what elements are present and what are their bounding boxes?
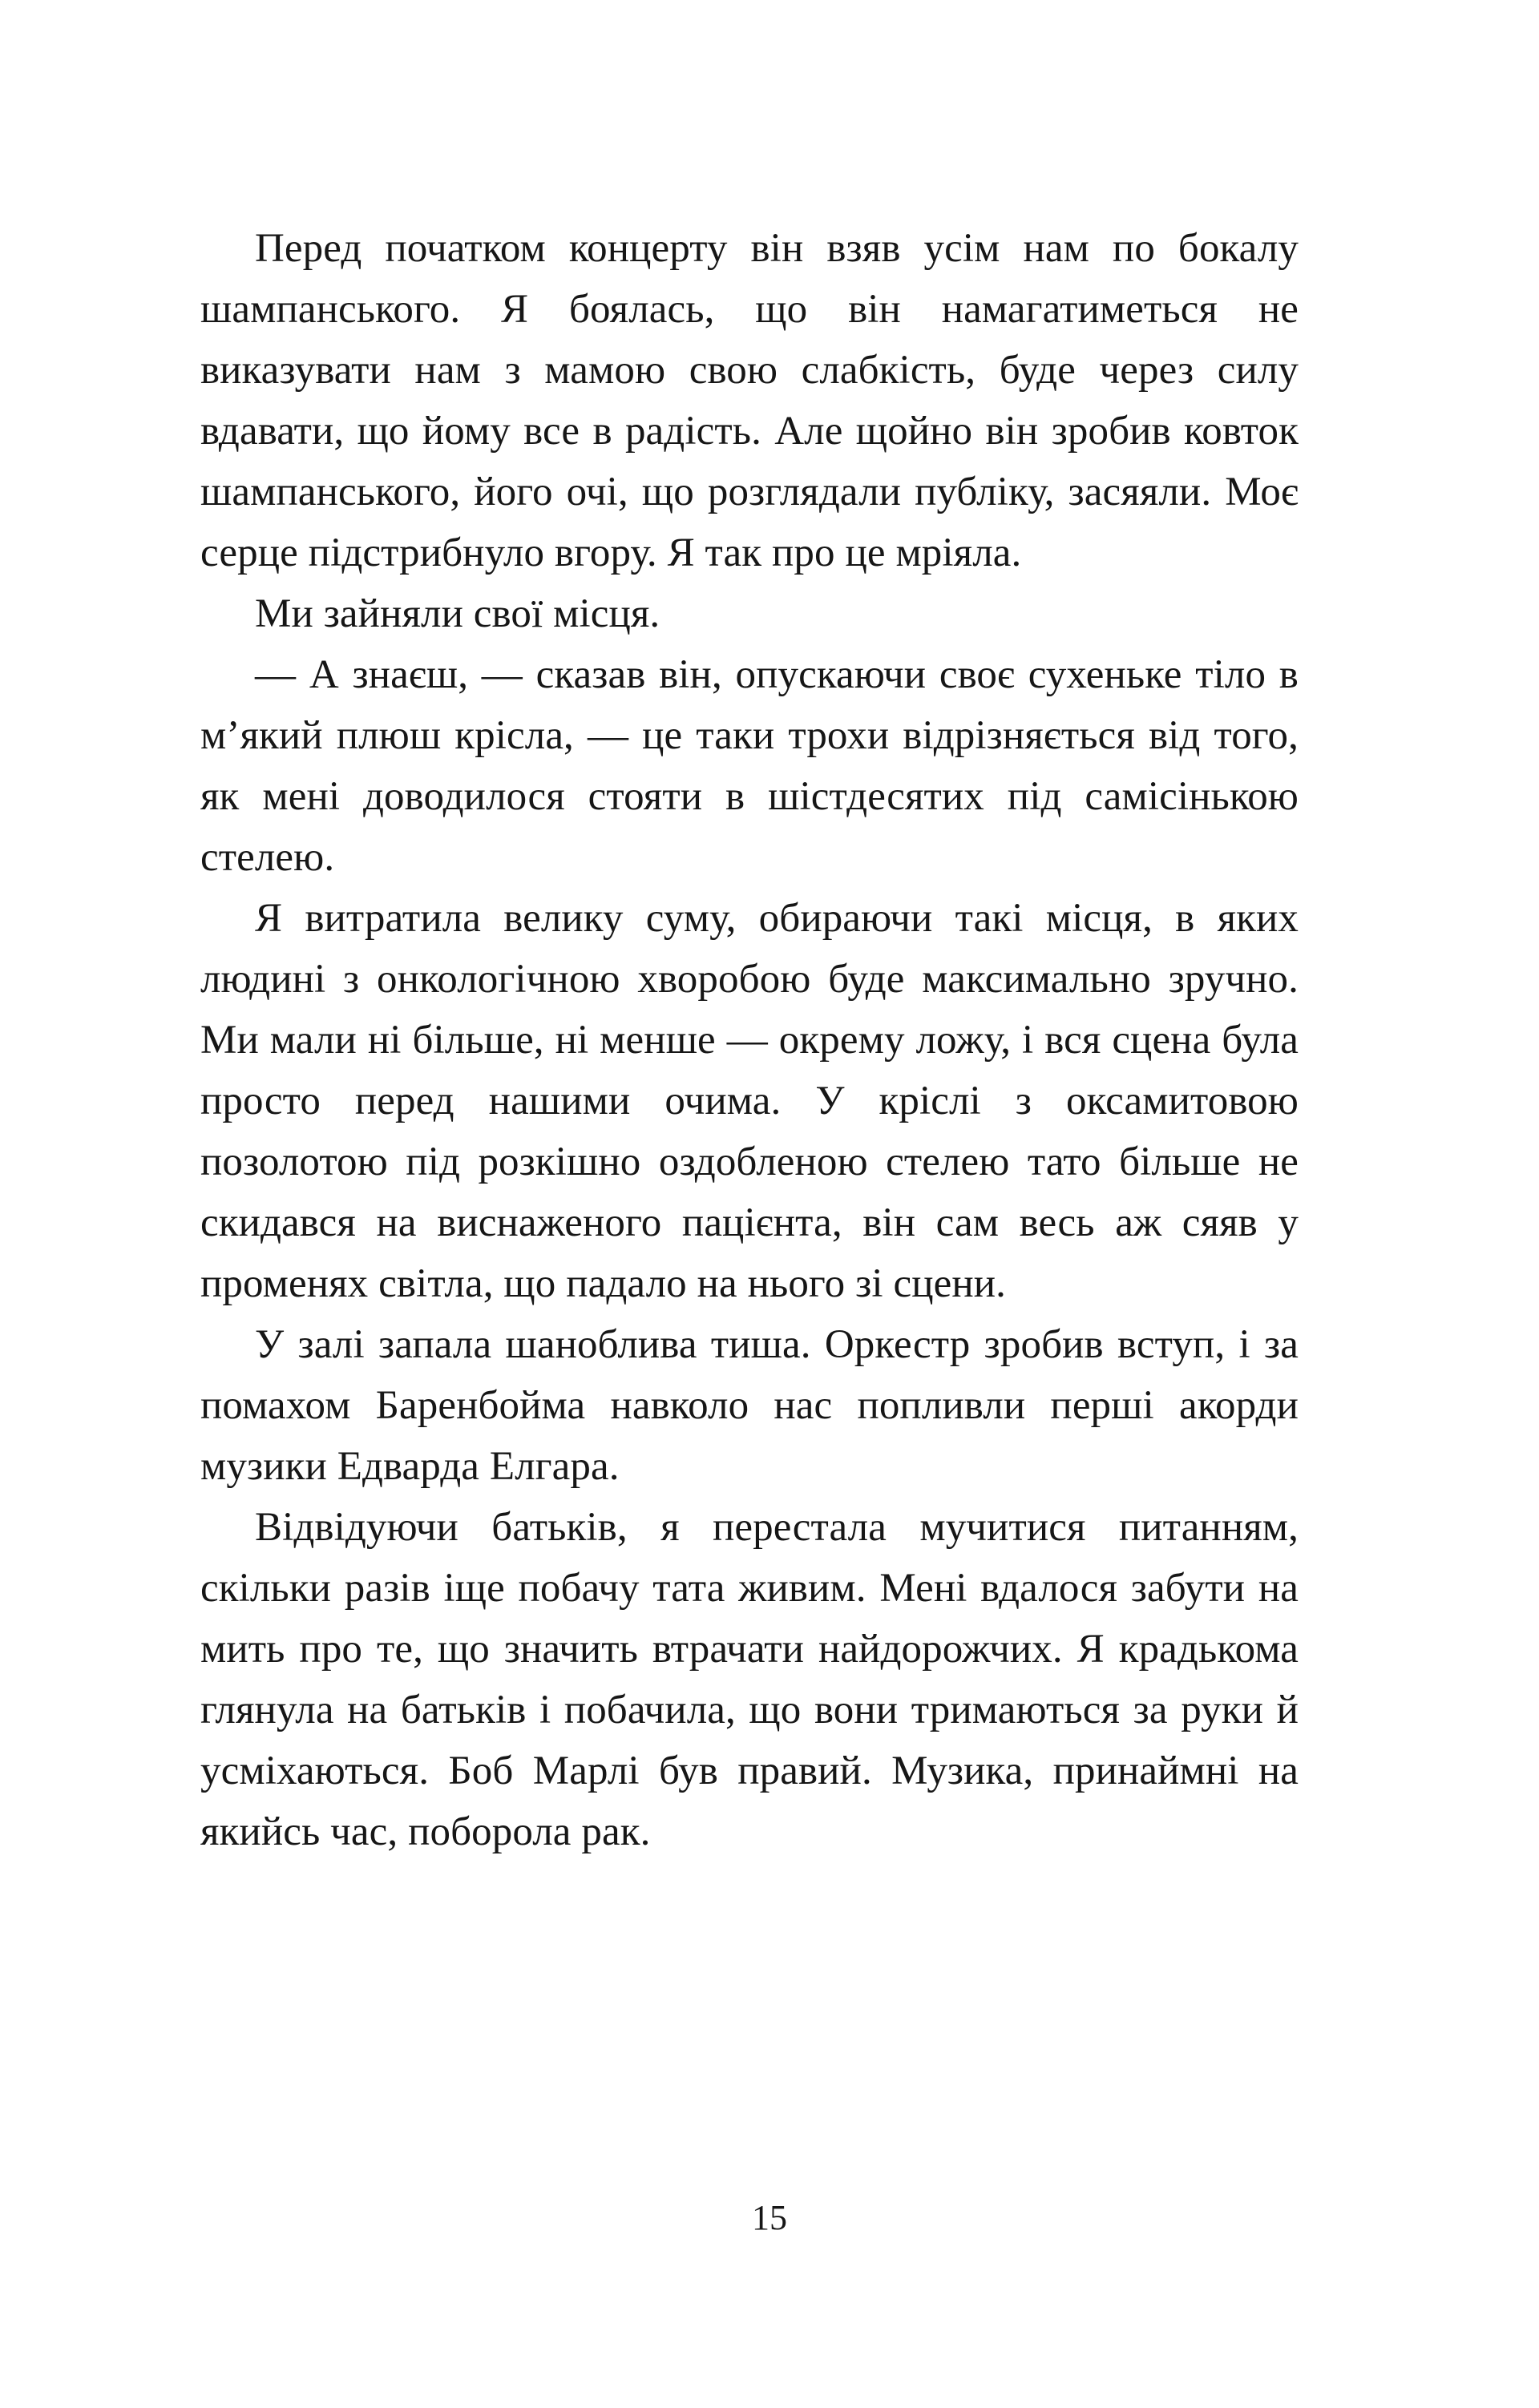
paragraph: Ми зайняли свої місця. [255,591,660,636]
paragraph: Відвідуючи батьків, я перестала мучитися питанням, скільки разів іще побачу тата живим. Мені вдалося забути на мить про те, що значить втрачати найдорожчих. Я крадькома глянула на батьків і побачила, що вони тримаються за руки й усміхаються. Боб Марлі був правий. Музика, принаймні на якийсь час, поборола рак. [200,1505,1299,1854]
page-number: 15 [752,2198,787,2237]
paragraph: Перед початком концерту він взяв усім нам по бокалу шампанського. Я боялась, що він намагатиметься не виказувати нам з мамою свою слабкість, буде через силу вдавати, що йому все в радість. Але щойно він зробив ковток шампанського, його очі, що розглядали публіку, засяяли. Моє серце підстрибнуло вгору. Я так про це мріяла. [200,226,1299,575]
paragraph: У залі запала шаноблива тиша. Оркестр зробив вступ, і за помахом Баренбойма навколо нас попливли перші акорди музики Едварда Елгара. [200,1322,1299,1489]
paragraph: — А знаєш, — сказав він, опускаючи своє сухеньке тіло в м’який плюш крісла, — це таки трохи відрізняється від того, як мені доводилося стояти в шістдесятих під самісінькою стелею. [200,652,1299,880]
page-body [200,218,1299,1862]
paragraph: Я витратила велику суму, обираючи такі місця, в яких людині з онкологічною хворобою буде максимально зручно. Ми мали ні більше, ні менше — окрему ложу, і вся сцена була просто перед нашими очима. У кріслі з оксамитовою позолотою під розкішно оздобленою стелею тато більше не скидався на виснаженого пацієнта, він сам весь аж сяяв у променях світла, що падало на нього зі сцени. [200,896,1299,1306]
